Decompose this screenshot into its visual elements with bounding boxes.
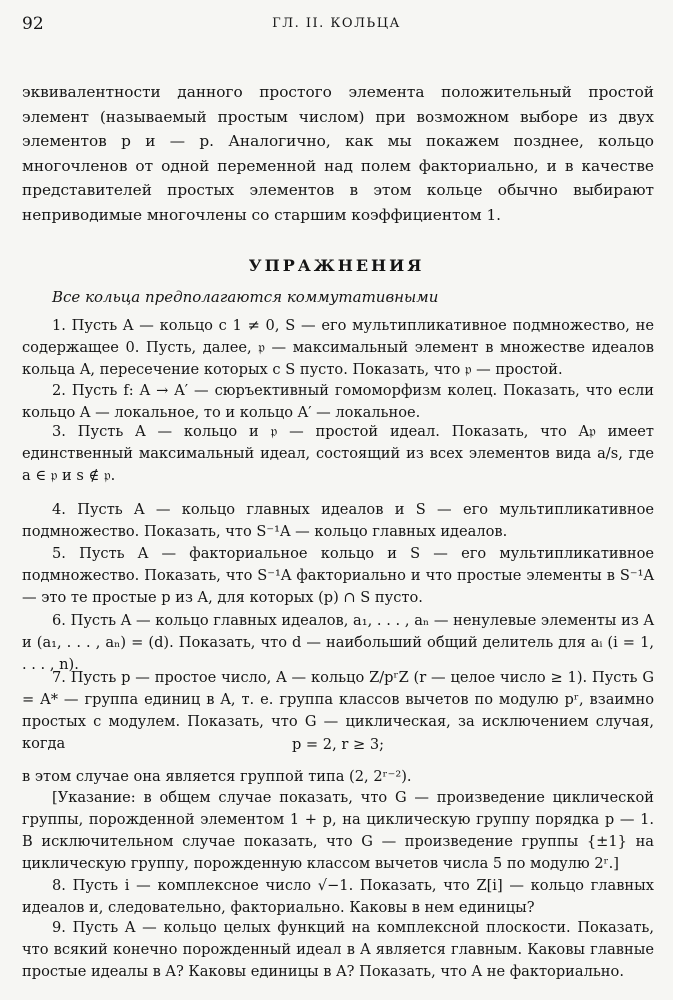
page-number: 92 <box>22 14 44 34</box>
exercise-7-conclusion: в этом случае она является группой типа (2, 2ʳ⁻²). <box>22 768 412 785</box>
exercise-9: 9. Пусть A — кольцо целых функций на комплексной плоскости. Показать, что всякий конечно порожденный идеал в A является главным. Каковы главные простые идеалы в A? Каковы единицы в A? Показать, что A не факториально. <box>22 919 654 980</box>
running-head: ГЛ. II. КОЛЬЦА <box>272 16 401 31</box>
exercise-4: 4. Пусть A — кольцо главных идеалов и S — его мультипликативное подмножество. Показать, что S⁻¹A — кольцо главных идеалов. <box>22 501 654 540</box>
exercise-7-hint: [Указание: в общем случае показать, что G — произведение циклической группы, порожденной элементом 1 + p, на циклическую группу порядка p — 1. В исключительном случае показать, что G — произведение группы {±1} на циклическую группу, порожденную классом вычетов числа 5 по модулю 2ʳ.] <box>22 789 654 872</box>
exercise-5: 5. Пусть A — факториальное кольцо и S — его мультипликативное подмножество. Показать, что S⁻¹A факториально и что простые элементы в S⁻¹A — это те простые p из A, для которых (p) ∩ S пусто. <box>22 545 654 606</box>
intro-paragraph: эквивалентности данного простого элемента положительный простой элемент (называемый простым числом) при возможном выборе из двух элементов p и — p. Аналогично, как мы покажем позднее, кольцо многочленов от одной переменной над полем факториально, и в качестве представителей простых элементов в этом кольце обычно выбирают неприводимые многочлены со старшим коэффициентом 1. <box>22 83 654 224</box>
exercise-7-formula: p = 2, r ≥ 3; <box>291 736 385 753</box>
exercise-8: 8. Пусть i — комплексное число √−1. Показать, что Z[i] — кольцо главных идеалов и, следовательно, факториально. Каковы в нем единицы? <box>22 877 654 916</box>
exercise-6: 6. Пусть A — кольцо главных идеалов, a₁, . . . , aₙ — ненулевые элементы из A и (a₁, . . . , aₙ) = (d). Показать, что d — наибольший общий делитель для aᵢ (i = 1, . . . , n). <box>22 612 654 673</box>
exercise-7: 7. Пусть p — простое число, A — кольцо Z/pʳZ (r — целое число ≥ 1). Пусть G = A* — группа единиц в A, т. е. группа классов вычетов по модулю pʳ, взаимно простых с модулем. Показать, что G — циклическая, за исключением случая, когда <box>22 669 654 752</box>
exercise-3: 3. Пусть A — кольцо и 𝔭 — простой идеал. Показать, что A𝔭 имеет единственный максимальный идеал, состоящий из всех элементов вида a/s, где a ∈ 𝔭 и s ∉ 𝔭. <box>22 423 654 484</box>
exercise-2: 2. Пусть f: A → A′ — сюръективный гомоморфизм колец. Показать, что если кольцо A — локальное, то и кольцо A′ — локальное. <box>22 382 654 421</box>
section-title: УПРАЖНЕНИЯ <box>248 256 425 275</box>
exercises-assumption: Все кольца предполагаются коммутативными <box>52 288 439 306</box>
exercise-1: 1. Пусть A — кольцо с 1 ≠ 0, S — его мультипликативное подмножество, не содержащее 0. Пусть, далее, 𝔭 — максимальный элемент в множестве идеалов кольца A, пересечение которых с S пусто. Показать, что 𝔭 — простой. <box>22 317 654 378</box>
